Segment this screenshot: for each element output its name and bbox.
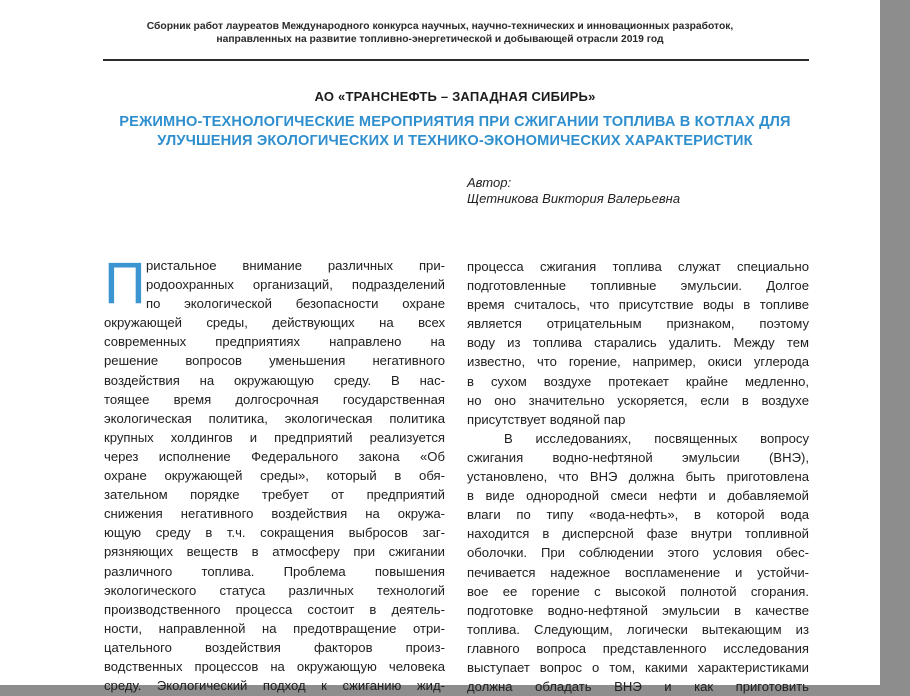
text-line: известно, что горение, например, окиси углерода [467,354,809,370]
text-line: различного топлива. Проблема повышения [104,563,445,579]
text-line: по экологической безопасности охране [146,296,445,312]
text-line: экологическая политика, экологическая политика [104,410,445,426]
text-line: выступает вопрос о том, какими характеристиками [467,659,809,675]
text-line: ности, направленной на предотвращение отри- [104,620,445,636]
text-line: зательном порядке требует от предприятий [104,487,445,503]
text-line: родоохранных организаций, подразделений [146,277,445,293]
text-line: установлено, что ВНЭ должна быть приготовлена [467,469,809,485]
text-line: топлива. Следующим, логически вытекающим из [467,621,809,637]
text-line: водственных процессов на окружающую человека [104,658,445,674]
text-line: влаги по типу «вода-нефть», в которой вода [467,507,809,523]
running-header-line-1: Сборник работ лауреатов Международного конкурса научных, научно-технических и инновационных разработок, [146,21,734,32]
text-line: печивается надежное воспламенение и устойчи- [467,564,809,580]
text-line: рязняющих веществ в атмосферу при сжигании [104,544,445,560]
text-line: в сухом воздухе протекает крайне медленно, [467,373,809,389]
author-name: Щетникова Виктория Валерьевна [467,191,681,206]
text-line: В исследованиях, посвященных вопросу [504,430,809,446]
article-title [0,113,910,151]
text-line: оболочки. При соблюдении этого условия обес- [467,545,809,561]
article-title-line-2: УЛУЧШЕНИЯ ЭКОЛОГИЧЕСКИХ И ТЕХНИКО-ЭКОНОМИЧЕСКИХ ХАРАКТЕРИСТИК [157,133,753,149]
text-line: цательного воздействия факторов произ- [104,639,445,655]
left-text-column [104,251,445,695]
text-line: экологического статуса различных технологий [104,582,445,598]
running-header [0,20,880,46]
text-line: ристальное внимание различных при- [146,258,445,273]
text-line: крупных холдингов и предприятий реализуется [104,429,445,445]
article-title-line-1: РЕЖИМНО-ТЕХНОЛОГИЧЕСКИЕ МЕРОПРИЯТИЯ ПРИ СЖИГАНИИ ТОПЛИВА В КОТЛАХ ДЛЯ [119,114,791,130]
text-line: тоящее время долгосрочная государственная [104,391,445,407]
text-line: подготовке водно-нефтяной эмульсии в качестве [467,602,809,618]
text-line: охране окружающей среды», который в обя- [104,468,445,484]
text-line: вое ее горение с высокой полнотой сгорания. [467,583,809,599]
drop-cap-letter: П [104,251,146,316]
text-line: решение вопросов уменьшения негативного [104,353,445,369]
text-line: через исполнение Федерального закона «Об [104,448,445,464]
text-line: воду из топлива старались удалить. Между тем [467,335,809,351]
header-rule [103,59,809,61]
text-line: ющую среду в т.ч. сокращения выбросов заг- [104,525,445,541]
text-line: присутствует водяной пар [467,411,626,427]
text-line: главного вопроса представленного исследования [467,640,809,656]
text-line: сжигания водно-нефтяной эмульсии (ВНЭ), [467,449,809,465]
text-line: является отрицательным признаком, поэтому [467,316,809,332]
text-line: но оно значительно ускоряется, если в воздухе [467,392,809,408]
text-line: среду. Экологический подход к сжиганию жид- [104,678,445,694]
text-line: в виде однородной смеси нефти и добавляемой [467,488,809,504]
text-line: производственного процесса состоит в деятель- [104,601,445,617]
text-line: подготовленные топливные эмульсии. Долгое [467,278,809,294]
organization-heading: АО «ТРАНСНЕФТЬ – ЗАПАДНАЯ СИБИРЬ» [314,89,596,104]
text-line: время считалось, что присутствие воды в топливе [467,297,809,313]
right-text-column [467,257,809,696]
text-line: современных предприятиях направлено на [104,334,445,350]
text-line: воздействия на окружающую среду. В нас- [104,372,445,388]
running-header-line-2: направленных на развитие топливно-энергетической и добывающей отрасли 2019 год [216,34,664,45]
author-label: Автор: [467,175,512,190]
text-line: снижения негативного воздействия на окружа- [104,506,445,522]
text-line: должна обладать ВНЭ и как приготовить [467,679,809,695]
text-line: окружающей среды, действующих на всех [104,315,445,331]
text-line: процесса сжигания топлива служат специально [467,259,809,274]
text-line: находится в дисперсной фазе внутри топливной [467,526,809,542]
